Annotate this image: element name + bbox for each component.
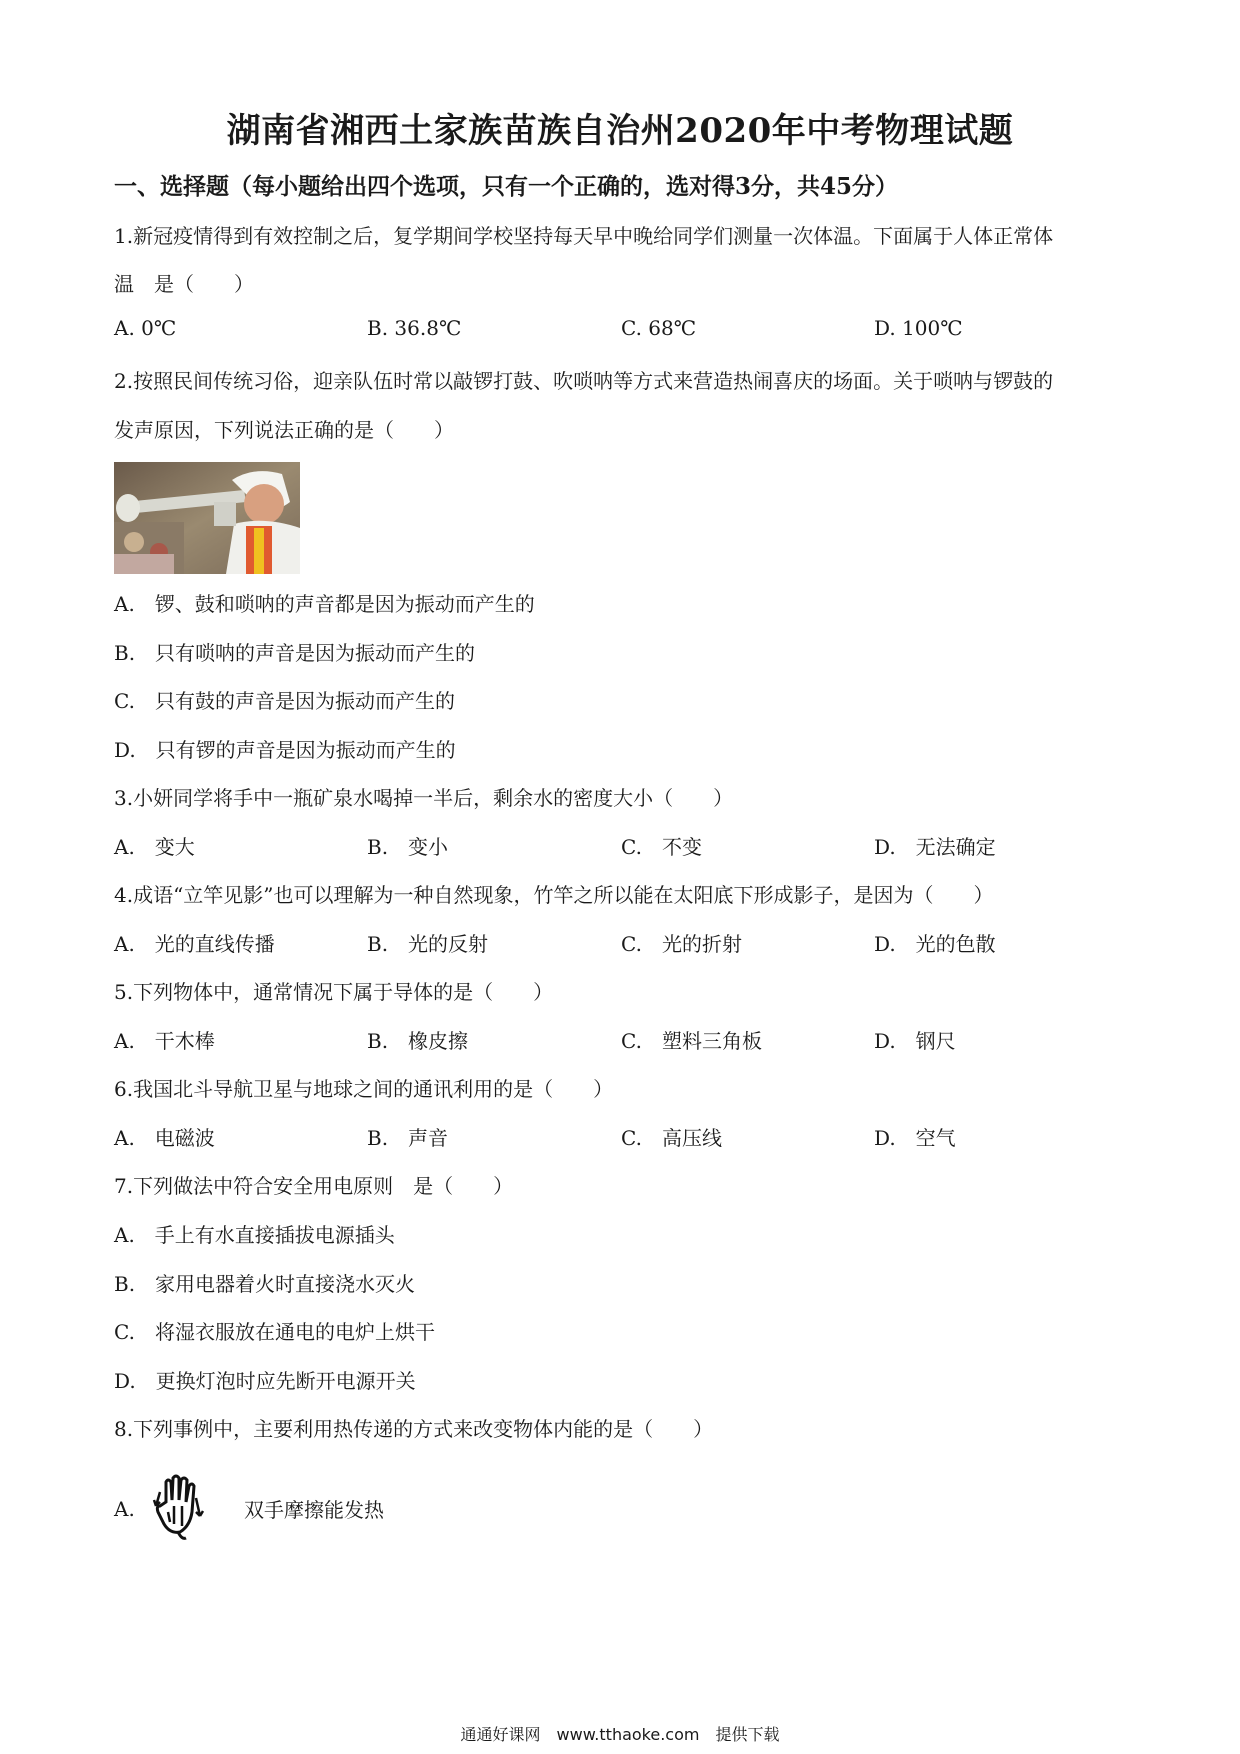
question-2-option-a: A. 锣、鼓和唢呐的声音都是因为振动而产生的 [114, 592, 535, 616]
footer-source: 通通好课网 www.tthaoke.com 提供下载 [460, 1725, 780, 1744]
option-b: B. 36.8℃ [367, 316, 462, 340]
question-7-option-b: B. 家用电器着火时直接浇水灭火 [114, 1272, 416, 1296]
question-2-option-b: B. 只有唢呐的声音是因为振动而产生的 [114, 641, 476, 665]
option-d: D. 100℃ [874, 316, 963, 340]
suona-player-photo [114, 462, 300, 574]
option-c: C. 塑料三角板 [621, 1029, 762, 1053]
question-2-text-cont: 发声原因，下列说法正确的是（ ） [114, 418, 454, 442]
question-7-text: 7.下列做法中符合安全用电原则 是（ ） [114, 1174, 514, 1198]
option-a: A. 0℃ [114, 316, 177, 340]
option-c: C. 高压线 [621, 1126, 722, 1150]
option-d: D. 无法确定 [874, 835, 996, 859]
question-2-option-d: D. 只有锣的声音是因为振动而产生的 [114, 738, 456, 762]
question-8-option-a-text: 双手摩擦能发热 [244, 1498, 384, 1522]
question-3-options [114, 831, 1134, 861]
option-a: A. 干木棒 [114, 1029, 215, 1053]
option-c: C. 68℃ [621, 316, 697, 340]
question-7-option-d: D. 更换灯泡时应先断开电源开关 [114, 1369, 416, 1393]
question-7-option-a: A. 手上有水直接插拔电源插头 [114, 1223, 395, 1247]
option-a: A. 光的直线传播 [114, 932, 275, 956]
section-heading: 一、选择题（每小题给出四个选项，只有一个正确的，选对得3分，共45分） [114, 173, 899, 200]
question-5-options [114, 1025, 1134, 1055]
option-b: B. 变小 [367, 835, 449, 859]
option-c: C. 光的折射 [621, 932, 742, 956]
question-7-option-c: C. 将湿衣服放在通电的电炉上烘干 [114, 1320, 435, 1344]
option-a: A. 电磁波 [114, 1126, 215, 1150]
question-3-text: 3.小妍同学将手中一瓶矿泉水喝掉一半后，剩余水的密度大小（ ） [114, 786, 734, 810]
option-c: C. 不变 [621, 835, 702, 859]
question-6-text: 6.我国北斗导航卫星与地球之间的通讯利用的是（ ） [114, 1077, 614, 1101]
question-8-option-a-letter: A. [114, 1497, 135, 1521]
page-title: 湖南省湘西土家族苗族自治州2020年中考物理试题 [226, 111, 1014, 151]
option-b: B. 声音 [367, 1126, 449, 1150]
question-2-option-c: C. 只有鼓的声音是因为振动而产生的 [114, 689, 455, 713]
question-4-text: 4.成语“立竿见影”也可以理解为一种自然现象，竹竿之所以能在太阳底下形成影子，是因为（ ） [114, 883, 994, 907]
question-5-text: 5.下列物体中，通常情况下属于导体的是（ ） [114, 980, 554, 1004]
question-1-text: 1.新冠疫情得到有效控制之后，复学期间学校坚持每天早中晚给同学们测量一次体温。下面属于人体正常体 [114, 224, 1054, 248]
question-1-options [114, 316, 1134, 346]
question-6-options [114, 1122, 1134, 1152]
question-1-text-cont: 温 是（ ） [114, 272, 254, 296]
rubbing-hands-icon [152, 1472, 212, 1544]
option-b: B. 光的反射 [367, 932, 489, 956]
option-b: B. 橡皮擦 [367, 1029, 469, 1053]
option-a: A. 变大 [114, 835, 195, 859]
question-8-text: 8.下列事例中，主要利用热传递的方式来改变物体内能的是（ ） [114, 1417, 714, 1441]
option-d: D. 光的色散 [874, 932, 996, 956]
question-4-options [114, 928, 1134, 958]
option-d: D. 空气 [874, 1126, 956, 1150]
question-2-text: 2.按照民间传统习俗，迎亲队伍时常以敲锣打鼓、吹唢呐等方式来营造热闹喜庆的场面。关于唢呐与锣鼓的 [114, 369, 1054, 393]
option-d: D. 钢尺 [874, 1029, 956, 1053]
